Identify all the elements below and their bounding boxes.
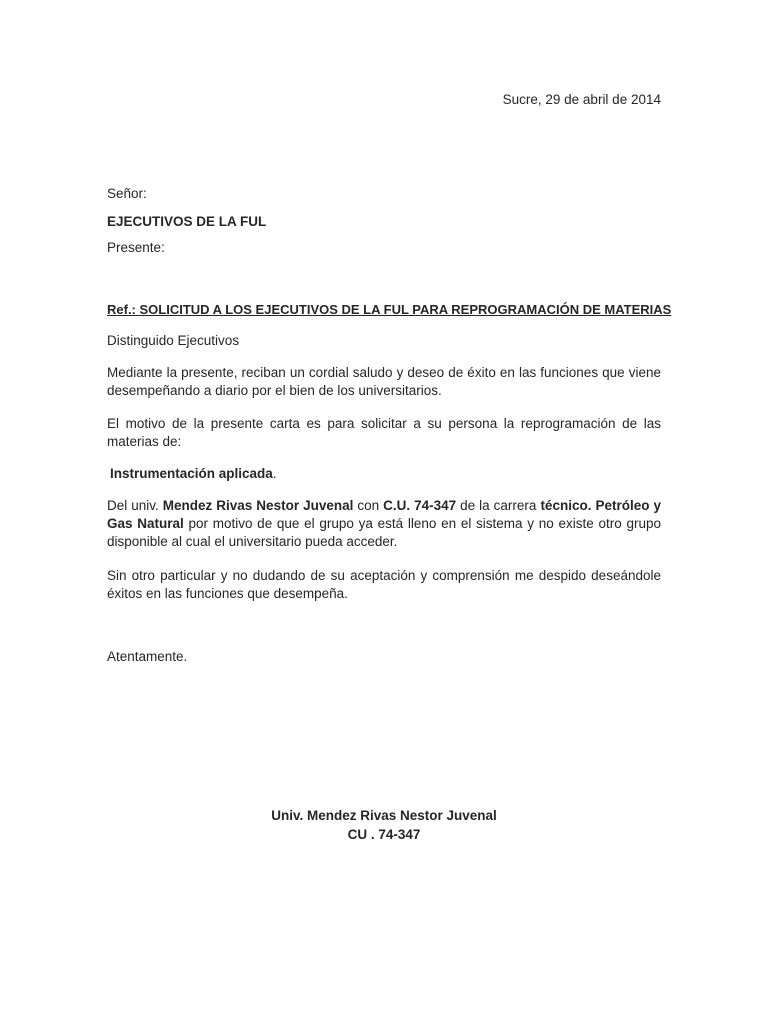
recipient-presente: Presente: bbox=[107, 240, 165, 255]
greeting: Distinguido Ejecutivos bbox=[107, 333, 240, 348]
p3-part2: con bbox=[353, 498, 384, 513]
paragraph-greeting: Mediante la presente, reciban un cordial saludo y deseo de éxito en las funciones que viene desempeñando a diario por el bien de los universitarios. bbox=[107, 365, 661, 398]
student-name: Mendez Rivas Nestor Juvenal bbox=[162, 498, 354, 513]
p3-part1: Del univ. bbox=[107, 498, 163, 513]
career-name: técnico. Petróleo y Gas Natural bbox=[107, 498, 661, 531]
subject-line bbox=[110, 466, 664, 481]
paragraph-student bbox=[107, 497, 661, 551]
subject-name: Instrumentación aplicada bbox=[110, 466, 273, 481]
subject-end: . bbox=[272, 466, 277, 481]
recipient-name: EJECUTIVOS DE LA FUL bbox=[107, 214, 267, 229]
paragraph-purpose: El motivo de la presente carta es para solicitar a su persona la reprogramación de las materias de: bbox=[107, 416, 661, 449]
signature-name: Univ. Mendez Rivas Nestor Juvenal bbox=[271, 808, 497, 823]
student-cu: C.U. 74-347 bbox=[383, 498, 457, 513]
signature-cu: CU . 74-347 bbox=[347, 827, 421, 842]
p3-part4: por motivo de que el grupo ya está lleno en el sistema y no existe otro grupo disponible al cual el universitario pueda acceder. bbox=[107, 516, 661, 549]
recipient-salutation: Señor: bbox=[107, 186, 147, 201]
reference-line bbox=[107, 302, 672, 317]
reference-label: Ref.: bbox=[107, 302, 136, 317]
reference-text: SOLICITUD A LOS EJECUTIVOS DE LA FUL PARA REPROGRAMACIÓN DE MATERIAS bbox=[135, 302, 672, 317]
paragraph-closing: Sin otro particular y no dudando de su aceptación y comprensión me despido deseándole éxitos en las funciones que desempeña. bbox=[107, 568, 661, 601]
closing-text: Atentamente. bbox=[107, 649, 188, 664]
p3-part3: de la carrera bbox=[456, 498, 541, 513]
letter-date: Sucre, 29 de abril de 2014 bbox=[502, 92, 661, 107]
